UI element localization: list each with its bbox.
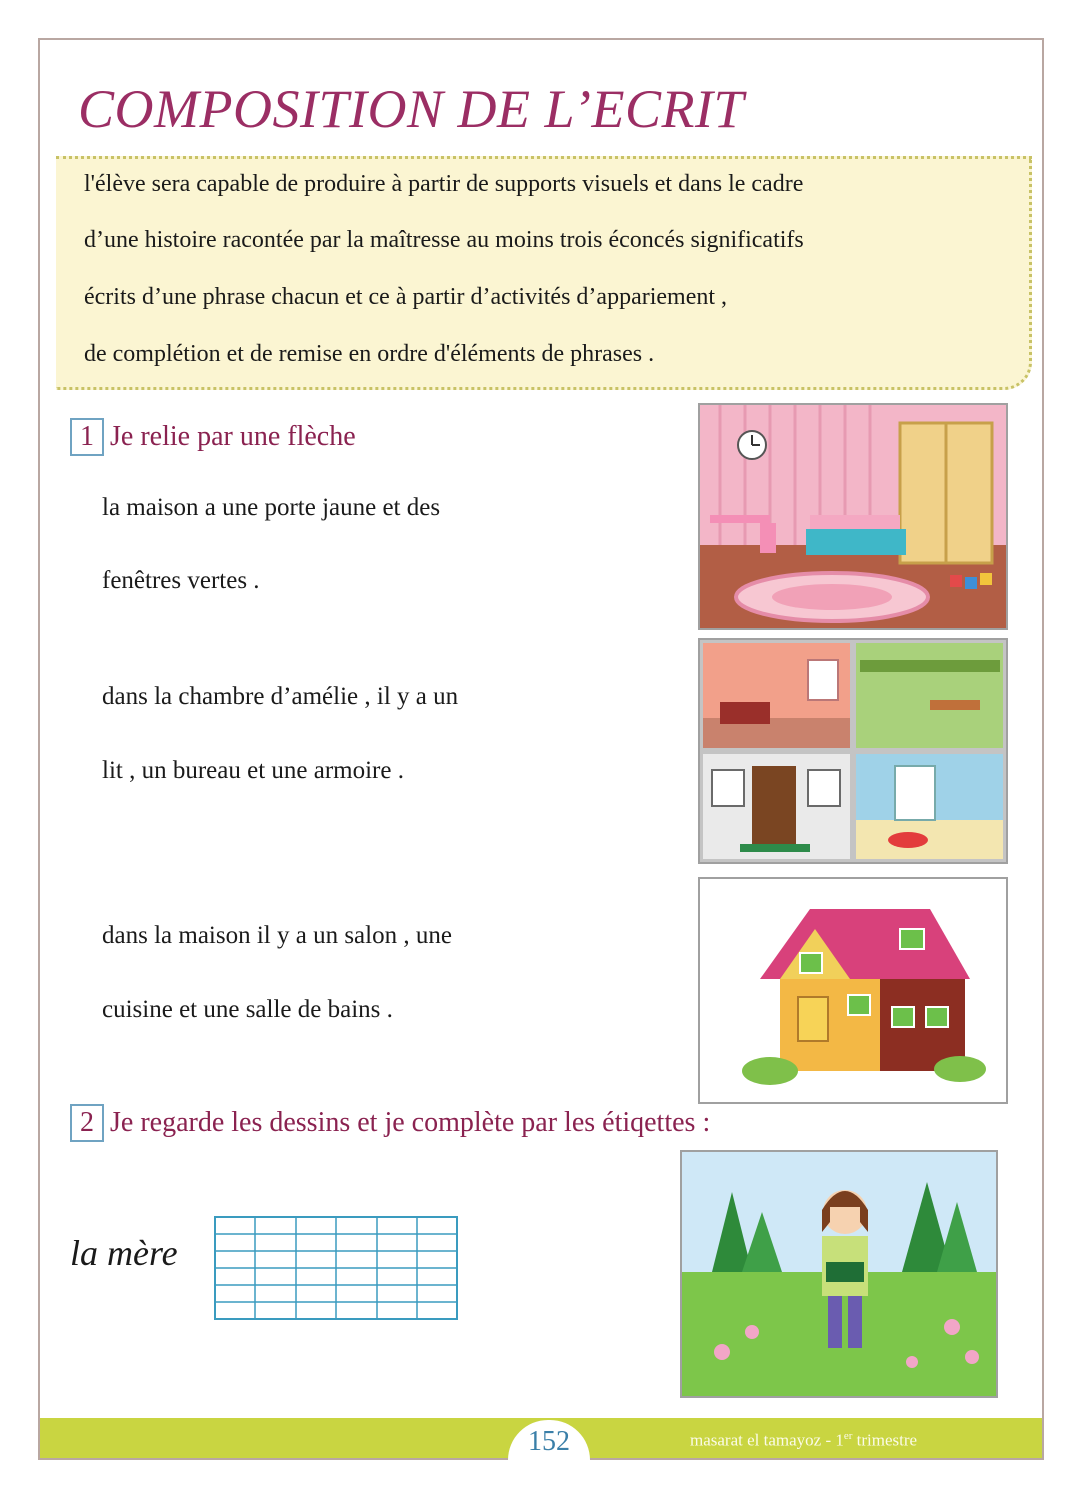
footer-book-title xyxy=(690,1430,917,1451)
cursive-label: la mère xyxy=(70,1233,178,1273)
objective-line: écrits d’une phrase chacun et ce à partir d’activités d’appariement , xyxy=(84,284,728,310)
mother-reading-image xyxy=(680,1150,998,1398)
sentence-line: fenêtres vertes . xyxy=(102,567,260,594)
writing-grid[interactable] xyxy=(214,1216,458,1320)
house-rooms-image xyxy=(698,638,1008,864)
objective-box xyxy=(56,156,1032,390)
section-2-number: 2 xyxy=(70,1104,104,1142)
section-1-heading xyxy=(70,418,356,456)
sentence-line: lit , un bureau et une armoire . xyxy=(102,757,404,784)
page-number: 152 xyxy=(508,1420,590,1460)
footer-book-name: masarat el tamayoz - xyxy=(690,1430,836,1450)
page-title: COMPOSITION DE L’ECRIT xyxy=(78,79,744,139)
sentence-line: dans la chambre d’amélie , il y a un xyxy=(102,683,459,710)
sentence-line: cuisine et une salle de bains . xyxy=(102,996,393,1023)
house-image xyxy=(698,877,1008,1104)
section-2-heading xyxy=(70,1104,710,1142)
bedroom-image xyxy=(698,403,1008,630)
sentence-line: dans la maison il y a un salon , une xyxy=(102,922,452,949)
section-2-title: Je regarde les dessins et je complète par les étiqettes : xyxy=(110,1107,711,1138)
footer-trimester-sup: er xyxy=(843,1430,853,1442)
objective-line: d’une histoire racontée par la maîtresse au moins trois éconcés significatifs xyxy=(84,227,804,253)
objective-line: de complétion et de remise en ordre d'éléments de phrases . xyxy=(84,341,655,367)
footer-trimester-number: 1 xyxy=(835,1430,844,1450)
section-1-title: Je relie par une flèche xyxy=(110,421,356,452)
sentence-line: la maison a une porte jaune et des xyxy=(102,494,441,521)
section-1-number: 1 xyxy=(70,418,104,456)
objective-line: l'élève sera capable de produire à partir de supports visuels et dans le cadre xyxy=(84,171,804,197)
footer-trimester-word: trimestre xyxy=(852,1430,918,1450)
